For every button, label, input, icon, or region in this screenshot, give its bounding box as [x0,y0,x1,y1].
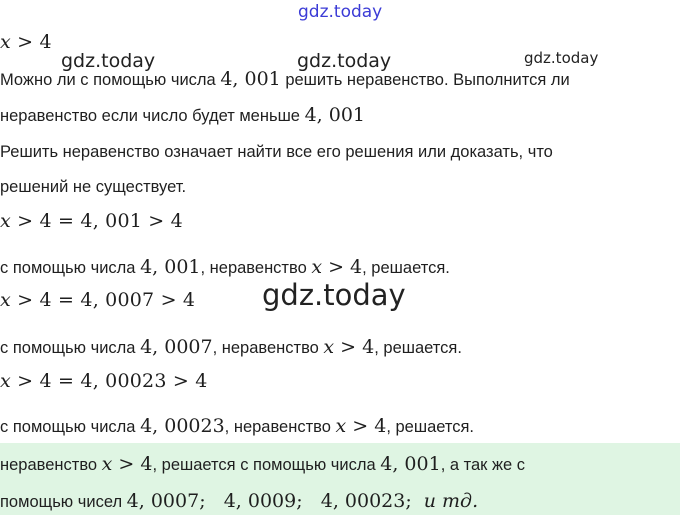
answer-text: неравенство [0,456,102,474]
watermark-center: gdz.today [297,50,392,72]
conclusion-text: , неравенство [200,259,312,277]
definition-line-1: Решить неравенство означает найти все его решения или доказать, что [0,143,553,161]
question-text: Можно ли с помощью числа [0,71,221,89]
conclusion-text: с помощью числа [0,418,141,436]
watermark-right: gdz.today [524,49,599,67]
watermark-top: gdz.today [298,2,383,22]
inequality: > 4 [346,415,387,437]
expression-rest: > 4 = 4, 00023 > 4 [10,370,208,392]
number-list: 4, 0007; 4, 0009; 4, 00023; [126,490,412,512]
expression-line [0,289,195,311]
conclusion-text: с помощью числа [0,259,141,277]
var-x: x [323,336,335,358]
watermark-big: gdz.today [262,278,406,312]
inequality-line [0,31,52,53]
definition-line-2: решений не существует. [0,178,187,196]
number: 4, 00023 [140,415,225,437]
expression-rest: > 4 = 4, 001 > 4 [10,210,183,232]
answer-line-2 [0,491,478,512]
answer-text: помощью чисел [0,493,127,511]
conclusion-text: , решается. [362,259,450,277]
inequality-rest: > 4 [10,31,52,53]
question-line-1 [0,69,570,90]
conclusion-line [0,257,450,278]
expression-rest: > 4 = 4, 0007 > 4 [10,289,196,311]
inequality: > 4 [322,256,363,278]
var-x: x [0,370,11,392]
conclusion-text: , решается. [386,418,475,436]
var-x: x [335,415,347,437]
conclusion-line [0,337,462,358]
inequality: > 4 [112,453,153,475]
question-text: решить неравенство. Выполнится ли [280,71,570,89]
answer-text: , а так же с [440,456,526,474]
inequality: > 4 [334,336,375,358]
var-x: x [311,256,323,278]
number: 4, 001 [140,256,201,278]
watermark-left: gdz.today [61,50,156,72]
var-x: x [0,31,11,53]
number: 4, 0007 [140,336,213,358]
expression-line [0,370,208,392]
number: 4, 001 [304,104,366,126]
conclusion-text: , решается. [374,339,462,357]
var-x: x [0,289,11,311]
conclusion-text: , неравенство [224,418,336,436]
var-x: x [101,453,113,475]
conclusion-line [0,416,474,437]
number: 4, 001 [220,68,281,90]
conclusion-text: с помощью числа [0,339,141,357]
answer-line-1 [0,454,525,475]
expression-line [0,210,183,232]
var-x: x [0,210,11,232]
conclusion-text: , неравенство [212,339,324,357]
question-line-2 [0,105,365,126]
answer-text: , решается с помощью числа [152,456,381,474]
number: 4, 001 [380,453,441,475]
etc-text: и тд. [423,490,479,512]
question-text: неравенство если число будет меньше [0,107,305,125]
